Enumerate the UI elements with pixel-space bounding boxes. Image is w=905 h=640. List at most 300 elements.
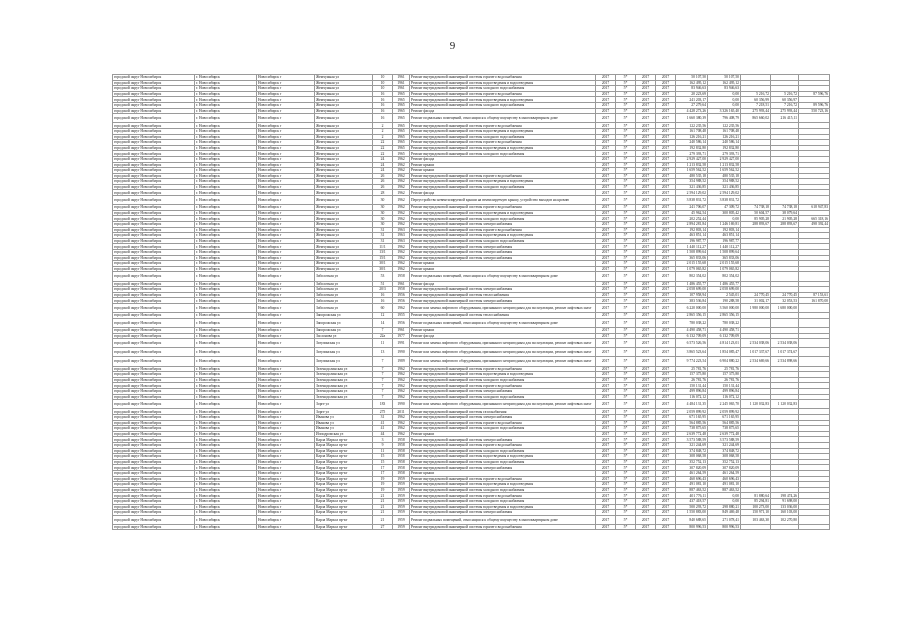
cell-priority: 5* (616, 97, 636, 103)
cell-total-cost: 2 894 281,84 (676, 222, 708, 228)
cell-priority: 5* (616, 442, 636, 448)
cell-start-year: 2017 (636, 454, 656, 460)
cell-total-cost: 25 781,76 (676, 366, 708, 372)
cell-municipality: городской округ Новосибирск (113, 487, 195, 493)
cell-locality: Новосибирск г (257, 318, 315, 327)
cell-locality: Новосибирск г (257, 372, 315, 378)
cell-settlement: г. Новосибирск (195, 173, 257, 179)
cell-cost-b: 198 474,26 (771, 493, 799, 499)
cell-locality: Новосибирск г (257, 80, 315, 86)
cell-end-year: 2017 (656, 151, 676, 157)
cell-build-year: 1959 (393, 476, 410, 482)
cell-plan-year: 2017 (596, 524, 616, 530)
cell-work-type: Ремонт внутридомовой инженерной системы электроснабжения (410, 437, 596, 443)
cell-house-number: 7 (373, 372, 393, 378)
cell-cost-b: 21 905,28 (771, 216, 799, 222)
cell-plan-year: 2017 (596, 145, 616, 151)
cell-start-year: 2017 (636, 327, 656, 333)
cell-build-year: 1965 (393, 114, 410, 123)
cell-priority: 5* (616, 244, 636, 250)
cell-settlement: г. Новосибирск (195, 348, 257, 357)
cell-cost-b: 216 415,11 (771, 114, 799, 123)
cell-build-year: 1956 (393, 298, 410, 304)
cell-work-type: Ремонт внутридомовой инженерной системы электроснабжения (410, 244, 596, 250)
cell-end-year: 2017 (656, 459, 676, 465)
cell-settlement: г. Новосибирск (195, 465, 257, 471)
cell-total-cost: 1 079 065,82 (676, 266, 708, 272)
cell-cost-b: 275 993,44 (771, 108, 799, 114)
cell-street: Карла Маркса пр-кт (315, 482, 373, 488)
cell-locality: Новосибирск г (257, 287, 315, 293)
cell-end-year: 2017 (656, 261, 676, 267)
cell-street: Жемчужная ул (315, 91, 373, 97)
cell-street: Иванова ул (315, 420, 373, 426)
cell-build-year: 1962 (393, 222, 410, 228)
cell-priority: 5* (616, 476, 636, 482)
cell-plan-year: 2017 (596, 222, 616, 228)
cell-build-year: 1989 (393, 357, 410, 366)
cell-street: Карла Маркса пр-кт (315, 470, 373, 476)
cell-end-year: 2017 (656, 437, 676, 443)
cell-total-cost: 279 393,71 (676, 151, 708, 157)
cell-cost-c (799, 303, 830, 312)
cell-street: Жемчужная ул (315, 233, 373, 239)
cell-total-cost: 2 058 699,00 (676, 287, 708, 293)
cell-municipality: городской округ Новосибирск (113, 134, 195, 140)
cell-street: Жемчужная ул (315, 227, 373, 233)
cell-priority: 5* (616, 156, 636, 162)
cell-total-cost: 241 203,17 (676, 97, 708, 103)
cell-fund-cost: 460 696,43 (708, 476, 741, 482)
cell-plan-year: 2017 (596, 140, 616, 146)
cell-total-cost: 1 659 562,52 (676, 168, 708, 174)
cell-work-type: Ремонт внутридомовой инженерной системы холодного водоснабжения (410, 184, 596, 190)
cell-priority: 5* (616, 287, 636, 293)
cell-plan-year: 2017 (596, 162, 616, 168)
cell-start-year: 2017 (636, 498, 656, 504)
cell-priority: 5* (616, 261, 636, 267)
cell-house-number: 16 (373, 292, 393, 298)
cell-house-number: 30 (373, 222, 393, 228)
cell-locality: Новосибирск г (257, 151, 315, 157)
cell-cost-a: 50 604,57 (741, 210, 771, 216)
cell-cost-a: 1 120 032,83 (741, 400, 771, 409)
cell-fund-cost: 365 833,06 (708, 255, 741, 261)
cell-end-year: 2017 (656, 97, 676, 103)
cell-work-type: Ремонт внутридомовой инженерной системы электроснабжения (410, 415, 596, 421)
cell-start-year: 2017 (636, 493, 656, 499)
cell-house-number: 30 (373, 205, 393, 211)
cell-end-year: 2017 (656, 515, 676, 524)
cell-locality: Новосибирск г (257, 348, 315, 357)
cell-municipality: городской округ Новосибирск (113, 377, 195, 383)
cell-total-cost: 3 865 523,64 (676, 348, 708, 357)
cell-start-year: 2017 (636, 394, 656, 400)
table-row (113, 400, 830, 409)
cell-plan-year: 2017 (596, 134, 616, 140)
cell-work-type: Ремонт внутридомовой инженерной системы холодного водоснабжения (410, 216, 596, 222)
cell-house-number: 31 (373, 227, 393, 233)
cell-locality: Новосибирск г (257, 233, 315, 239)
cell-plan-year: 2017 (596, 173, 616, 179)
cell-house-number: 12 (373, 313, 393, 319)
cell-locality: Новосибирск г (257, 190, 315, 196)
cell-total-cost: 4 484 131,35 (676, 400, 708, 409)
cell-street: Заболотная ул (315, 281, 373, 287)
cell-total-cost: 461 264,59 (676, 470, 708, 476)
cell-municipality: городской округ Новосибирск (113, 287, 195, 293)
cell-work-type: Ремонт внутридомовой инженерной системы водоотведения и водоотведения (410, 210, 596, 216)
cell-locality: Новосибирск г (257, 261, 315, 267)
cell-locality: Новосибирск г (257, 415, 315, 421)
cell-plan-year: 2017 (596, 244, 616, 250)
cell-fund-cost: 1 079 065,82 (708, 266, 741, 272)
cell-house-number: 30 (373, 216, 393, 222)
cell-street: Заболотная ул (315, 298, 373, 304)
cell-plan-year: 2017 (596, 515, 616, 524)
cell-priority: 5* (616, 140, 636, 146)
cell-start-year: 2017 (636, 227, 656, 233)
cell-end-year: 2017 (656, 123, 676, 129)
cell-priority: 5* (616, 108, 636, 114)
cell-locality: Новосибирск г (257, 487, 315, 493)
cell-total-cost: 6 220 000,00 (676, 303, 708, 312)
cell-municipality: городской округ Новосибирск (113, 510, 195, 516)
cell-build-year: 1962 (393, 266, 410, 272)
cell-fund-cost: 480 535,18 (708, 173, 741, 179)
cell-end-year: 2017 (656, 272, 676, 281)
cell-work-type: Ремонт внутридомовой инженерной системы холодного водоснабжения (410, 102, 596, 108)
cell-street: Карла Маркса пр-кт (315, 498, 373, 504)
cell-start-year: 2017 (636, 97, 656, 103)
cell-total-cost: 241 706,07 (676, 205, 708, 211)
cell-municipality: городской округ Новосибирск (113, 86, 195, 92)
cell-locality: Новосибирск г (257, 339, 315, 348)
cell-build-year: 1962 (393, 383, 410, 389)
cell-settlement: г. Новосибирск (195, 266, 257, 272)
cell-street: Карла Маркса пр-кт (315, 515, 373, 524)
cell-fund-cost: 564 885,56 (708, 420, 741, 426)
cell-house-number: 10 (373, 80, 393, 86)
cell-fund-cost: 3 326 165,40 (708, 108, 741, 114)
cell-build-year: 1958 (393, 442, 410, 448)
cell-locality: Новосибирск г (257, 162, 315, 168)
cell-start-year: 2017 (636, 400, 656, 409)
cell-start-year: 2017 (636, 415, 656, 421)
cell-end-year: 2017 (656, 333, 676, 339)
cell-municipality: городской округ Новосибирск (113, 145, 195, 151)
cell-locality: Новосибирск г (257, 216, 315, 222)
cell-locality: Новосибирск г (257, 394, 315, 400)
cell-priority: 5* (616, 409, 636, 415)
cell-plan-year: 2017 (596, 498, 616, 504)
cell-total-cost: 150 131,44 (676, 383, 708, 389)
cell-work-type: Ремонт внутридомовой инженерной системы горячего водоснабжения (410, 420, 596, 426)
cell-fund-cost: 1 854 085,47 (708, 348, 741, 357)
cell-plan-year: 2017 (596, 400, 616, 409)
cell-locality: Новосибирск г (257, 377, 315, 383)
cell-total-cost: 116 072,12 (676, 394, 708, 400)
cell-end-year: 2017 (656, 222, 676, 228)
cell-house-number: 21 (373, 515, 393, 524)
cell-end-year: 2017 (656, 442, 676, 448)
cell-plan-year: 2017 (596, 357, 616, 366)
cell-plan-year: 2017 (596, 168, 616, 174)
cell-house-number: 16 (373, 102, 393, 108)
cell-priority: 5* (616, 394, 636, 400)
cell-settlement: г. Новосибирск (195, 123, 257, 129)
cell-street: Зеленодолинская ул (315, 383, 373, 389)
cell-settlement: г. Новосибирск (195, 75, 257, 81)
cell-locality: Новосибирск г (257, 504, 315, 510)
cell-start-year: 2017 (636, 222, 656, 228)
cell-work-type: Ремонт внутридомовой инженерной системы электроснабжения (410, 255, 596, 261)
cell-locality: Новосибирск г (257, 108, 315, 114)
cell-fund-cost: 849 469,48 (708, 510, 741, 516)
cell-work-type: Ремонт внутридомовой инженерной системы электроснабжения (410, 287, 596, 293)
cell-settlement: г. Новосибирск (195, 394, 257, 400)
cell-settlement: г. Новосибирск (195, 255, 257, 261)
cell-street: Карла Маркса пр-кт (315, 465, 373, 471)
cell-priority: 5* (616, 383, 636, 389)
cell-municipality: городской округ Новосибирск (113, 244, 195, 250)
cell-cost-b: 38 079,64 (771, 210, 799, 216)
cell-cost-c: 665 318,16 (799, 216, 830, 222)
cell-plan-year: 2017 (596, 476, 616, 482)
cell-priority: 5* (616, 80, 636, 86)
cell-total-cost: 2 594 129,02 (676, 190, 708, 196)
cell-start-year: 2017 (636, 261, 656, 267)
cell-cost-c: 550 723,16 (799, 108, 830, 114)
cell-settlement: г. Новосибирск (195, 272, 257, 281)
cell-cost-a: 288 893,67 (741, 222, 771, 228)
cell-start-year: 2017 (636, 184, 656, 190)
cell-locality: Новосибирск г (257, 476, 315, 482)
cell-settlement: г. Новосибирск (195, 448, 257, 454)
cell-build-year: 2011 (393, 409, 410, 415)
cell-municipality: городской округ Новосибирск (113, 482, 195, 488)
cell-cost-c (799, 114, 830, 123)
cell-total-cost: 1 440 112,27 (676, 244, 708, 250)
cell-cost-b: 91 698,00 (771, 498, 799, 504)
cell-settlement: г. Новосибирск (195, 409, 257, 415)
cell-plan-year: 2017 (596, 420, 616, 426)
cell-locality: Новосибирск г (257, 510, 315, 516)
cell-street: Жемчужная ул (315, 250, 373, 256)
cell-total-cost: 1 550 883,00 (676, 510, 708, 516)
cell-municipality: городской округ Новосибирск (113, 339, 195, 348)
cell-locality: Новосибирск г (257, 222, 315, 228)
cell-work-type: Ремонт внутридомовой инженерной системы водоотведения и водоотведения (410, 233, 596, 239)
cell-plan-year: 2017 (596, 339, 616, 348)
cell-build-year: 1962 (393, 303, 410, 312)
cell-locality: Новосибирск г (257, 524, 315, 530)
cell-plan-year: 2017 (596, 184, 616, 190)
cell-fund-cost: 780 038,22 (708, 318, 741, 327)
cell-municipality: городской округ Новосибирск (113, 108, 195, 114)
cell-plan-year: 2017 (596, 510, 616, 516)
cell-end-year: 2017 (656, 303, 676, 312)
cell-cost-c (799, 339, 830, 348)
cell-street: Зорге ул (315, 409, 373, 415)
cell-build-year: 1959 (393, 487, 410, 493)
table-row (113, 348, 830, 357)
cell-municipality: городской округ Новосибирск (113, 383, 195, 389)
cell-work-type: Ремонт внутридомовой инженерной системы горячего водоснабжения (410, 173, 596, 179)
cell-municipality: городской округ Новосибирск (113, 184, 195, 190)
cell-work-type: Ремонт или замена лифтового оборудования, признанного непригодным для эксплуатации, ремонт лифтовых шахт (410, 400, 596, 409)
cell-start-year: 2017 (636, 348, 656, 357)
cell-priority: 5* (616, 250, 636, 256)
cell-municipality: городской округ Новосибирск (113, 524, 195, 530)
cell-cost-b: 7 216,72 (771, 102, 799, 108)
cell-total-cost: 45 962,54 (676, 210, 708, 216)
cell-start-year: 2017 (636, 86, 656, 92)
cell-end-year: 2017 (656, 168, 676, 174)
cell-settlement: г. Новосибирск (195, 498, 257, 504)
cell-house-number: 30 (373, 196, 393, 205)
cell-settlement: г. Новосибирск (195, 487, 257, 493)
cell-priority: 5* (616, 151, 636, 157)
cell-total-cost: 354 988,52 (676, 179, 708, 185)
cell-plan-year: 2017 (596, 383, 616, 389)
cell-start-year: 2017 (636, 128, 656, 134)
cell-priority: 5* (616, 123, 636, 129)
cell-locality: Новосибирск г (257, 205, 315, 211)
cell-build-year: 1958 (393, 465, 410, 471)
cell-cost-a: 103 463,30 (741, 515, 771, 524)
cell-house-number: 2 (373, 123, 393, 129)
cell-total-cost: 308 068,58 (676, 454, 708, 460)
cell-end-year: 2017 (656, 173, 676, 179)
cell-locality: Новосибирск г (257, 327, 315, 333)
cell-street: Зеленодолинская ул (315, 389, 373, 395)
cell-start-year: 2017 (636, 287, 656, 293)
cell-total-cost: 463 851,14 (676, 233, 708, 239)
cell-work-type: Ремонт внутридомовой инженерной системы водоотведения и водоотведения (410, 482, 596, 488)
cell-total-cost: 162 495,12 (676, 80, 708, 86)
cell-street: Жемчужная ул (315, 114, 373, 123)
cell-fund-cost: 354 988,52 (708, 179, 741, 185)
cell-build-year: 1962 (393, 179, 410, 185)
cell-street: Затулинская ул (315, 348, 373, 357)
cell-end-year: 2017 (656, 227, 676, 233)
cell-locality: Новосибирск г (257, 102, 315, 108)
cell-end-year: 2017 (656, 448, 676, 454)
cell-fund-cost: 796 408,79 (708, 114, 741, 123)
cell-total-cost: 1 660 380,39 (676, 114, 708, 123)
cell-end-year: 2017 (656, 298, 676, 304)
cell-settlement: г. Новосибирск (195, 389, 257, 395)
cell-priority: 5* (616, 339, 636, 348)
cell-settlement: г. Новосибирск (195, 196, 257, 205)
cell-street: Заболотная ул (315, 272, 373, 281)
cell-plan-year: 2017 (596, 366, 616, 372)
cell-end-year: 2017 (656, 383, 676, 389)
cell-settlement: г. Новосибирск (195, 318, 257, 327)
cell-street: Заболотная ул (315, 292, 373, 298)
cell-fund-cost: 192 803,14 (708, 227, 741, 233)
cell-house-number: 30 (373, 210, 393, 216)
cell-work-type: Ремонт внутридомовой инженерной системы водоотведения и водоотведения (410, 179, 596, 185)
cell-municipality: городской округ Новосибирск (113, 493, 195, 499)
cell-municipality: городской округ Новосибирск (113, 366, 195, 372)
cell-fund-cost: 2 639 772,48 (708, 431, 741, 437)
cell-start-year: 2017 (636, 476, 656, 482)
cell-build-year: 1965 (393, 140, 410, 146)
cell-total-cost: 480 535,18 (676, 173, 708, 179)
cell-total-cost: 3 573 588,59 (676, 437, 708, 443)
table-row (113, 524, 830, 530)
cell-priority: 5* (616, 426, 636, 432)
cell-settlement: г. Новосибирск (195, 108, 257, 114)
cell-build-year: 1962 (393, 377, 410, 383)
cell-house-number: 19 (373, 482, 393, 488)
cell-start-year: 2017 (636, 426, 656, 432)
cell-plan-year: 2017 (596, 80, 616, 86)
cell-plan-year: 2017 (596, 333, 616, 339)
cell-cost-a: 74 738,18 (741, 205, 771, 211)
cell-municipality: городской округ Новосибирск (113, 394, 195, 400)
cell-end-year: 2017 (656, 470, 676, 476)
cell-settlement: г. Новосибирск (195, 238, 257, 244)
cell-start-year: 2017 (636, 504, 656, 510)
cell-cost-a: 60 356,99 (741, 97, 771, 103)
cell-build-year: 1962 (393, 168, 410, 174)
cell-plan-year: 2017 (596, 281, 616, 287)
cell-settlement: г. Новосибирск (195, 333, 257, 339)
cell-municipality: городской округ Новосибирск (113, 303, 195, 312)
cell-fund-cost: 0,00 (708, 493, 741, 499)
cell-end-year: 2017 (656, 255, 676, 261)
cell-end-year: 2017 (656, 348, 676, 357)
cell-start-year: 2017 (636, 431, 656, 437)
cell-build-year: 1962 (393, 205, 410, 211)
cell-street: Жемчужная ул (315, 102, 373, 108)
cell-street: Зеленодолинская ул (315, 377, 373, 383)
cell-total-cost: 564 885,56 (676, 420, 708, 426)
cell-work-type: Ремонт внутридомовой инженерной системы теплоснабжения (410, 292, 596, 298)
cell-plan-year: 2017 (596, 261, 616, 267)
cell-locality: Новосибирск г (257, 400, 315, 409)
cell-house-number: 41 (373, 426, 393, 432)
cell-priority: 5* (616, 255, 636, 261)
cell-house-number: 24 (373, 156, 393, 162)
cell-house-number: 16 (373, 97, 393, 103)
cell-build-year: 1961 (393, 327, 410, 333)
cell-total-cost: 780 038,22 (676, 318, 708, 327)
cell-build-year: 1958 (393, 272, 410, 281)
cell-start-year: 2017 (636, 205, 656, 211)
cell-total-cost: 460 696,43 (676, 476, 708, 482)
cell-plan-year: 2017 (596, 377, 616, 383)
cell-street: Карла Маркса пр-кт (315, 476, 373, 482)
cell-municipality: городской округ Новосибирск (113, 250, 195, 256)
repair-program-table (112, 74, 830, 530)
cell-street: Карла Маркса пр-кт (315, 504, 373, 510)
cell-build-year: 1962 (393, 261, 410, 267)
cell-work-type: Ремонт внутридомовой инженерной системы горячего водоснабжения (410, 493, 596, 499)
cell-build-year: 1959 (393, 504, 410, 510)
cell-cost-c: 87 153,61 (799, 292, 830, 298)
cell-street: Карла Маркса пр-кт (315, 493, 373, 499)
cell-locality: Новосибирск г (257, 266, 315, 272)
cell-start-year: 2017 (636, 389, 656, 395)
cell-locality: Новосибирск г (257, 210, 315, 216)
cell-locality: Новосибирск г (257, 420, 315, 426)
table-row (113, 318, 830, 327)
cell-settlement: г. Новосибирск (195, 233, 257, 239)
